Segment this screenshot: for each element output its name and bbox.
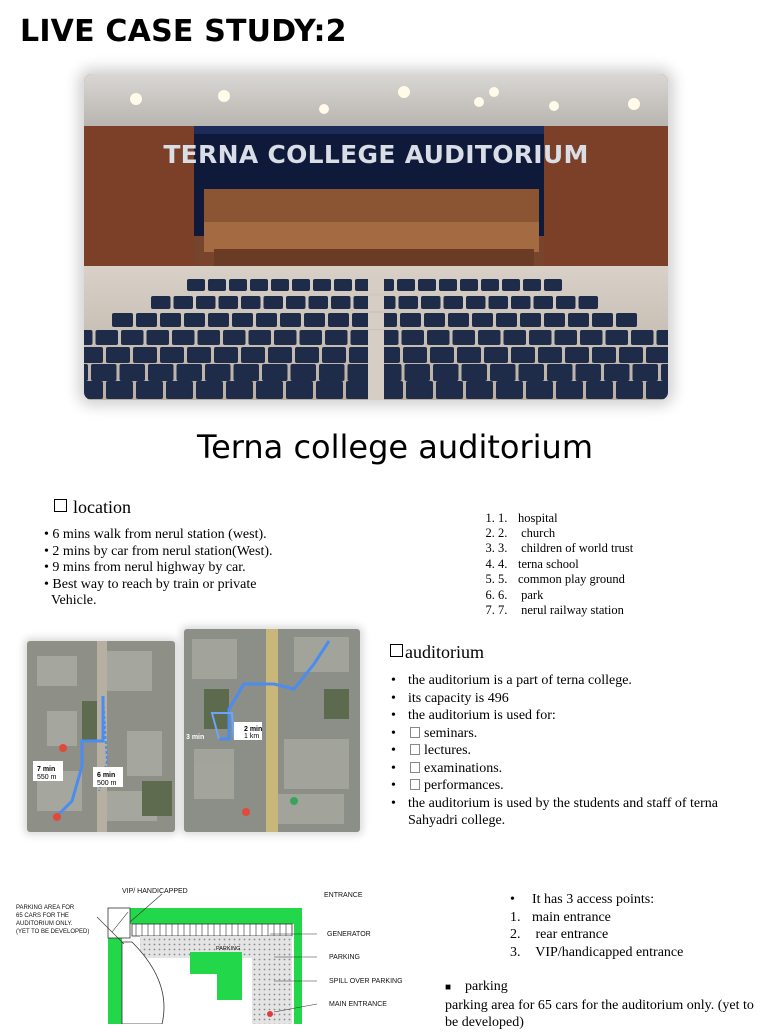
list-item: 7. 7. nerul railway station (498, 603, 633, 618)
list-item: 2. 2. church (498, 526, 633, 541)
checkbox-icon (54, 499, 67, 512)
auditorium-heading (390, 642, 484, 663)
list-item: • its capacity is 496 (391, 690, 509, 706)
drive-distance-label: 1 km (244, 733, 260, 740)
section-heading: Terna college auditorium (197, 428, 593, 466)
list-item: • the auditorium is used by the students and staff of terna Sahyadri college. (391, 795, 719, 828)
walk-distance-label: 550 m (37, 774, 57, 781)
parking-label: PARKING (329, 954, 360, 961)
parking-text: parking area for 65 cars for the auditorium only. (yet to be developed) (445, 997, 754, 1030)
access-intro: • It has 3 access points: (510, 892, 655, 907)
drive-time-label: 2 min (244, 726, 263, 733)
list-item: • the auditorium is used for: (391, 708, 556, 723)
list-item: • 9 mins from nerul highway by car. (44, 560, 246, 575)
square-bullet-icon (410, 762, 420, 773)
list-item: 5. 5. common play ground (498, 572, 633, 587)
list-item: • 2 mins by car from nerul station(West). (44, 543, 273, 559)
list-item: • performances. (391, 778, 504, 793)
parking-note-label: PARKING AREA FOR 65 CARS FOR THE AUDITORIUM ONLY. (YET TO BE DEVELOPED) (16, 905, 90, 935)
walk-time-label: 7 min (37, 766, 56, 773)
checkbox-icon (390, 644, 403, 657)
list-item: • the auditorium is a part of terna college. (391, 673, 632, 688)
location-heading (54, 497, 131, 518)
site-plan (12, 882, 442, 1024)
access-points (510, 891, 683, 961)
spill-over-label: SPILL OVER PARKING (329, 978, 403, 985)
list-item: 1. 1. hospital (498, 511, 633, 526)
square-bullet-icon (410, 779, 420, 790)
location-list (44, 527, 294, 610)
list-item: 3. VIP/handicapped entrance (510, 944, 684, 960)
page-title: LIVE CASE STUDY:2 (20, 14, 347, 49)
list-item: 2. rear entrance (510, 927, 609, 942)
auditorium-list (391, 672, 751, 830)
walk-time-label: 6 min (97, 772, 116, 779)
photo-caption: TERNA COLLEGE AUDITORIUM (163, 140, 589, 169)
walk-time-label: 3 min (186, 734, 205, 741)
generator-label: GENERATOR (327, 931, 371, 938)
main-entrance-label: MAIN ENTRANCE (329, 1001, 387, 1008)
walking-route-map (27, 641, 175, 832)
list-item: • lectures. (391, 743, 472, 758)
entrance-label: ENTRANCE (324, 892, 363, 899)
square-bullet-icon (410, 727, 420, 738)
nearby-list (458, 511, 633, 619)
auditorium-photo (84, 74, 668, 400)
list-item: 4. 4. terna school (498, 557, 633, 572)
driving-route-map (184, 629, 360, 832)
location-heading-text: location (73, 497, 131, 517)
list-item: 6. 6. park (498, 588, 633, 603)
list-item: 3. 3. children of world trust (498, 541, 633, 556)
parking-heading: ■ parking (445, 979, 508, 994)
list-item: • Best way to reach by train or private Vehicle. (44, 576, 257, 608)
vip-label: VIP/ HANDICAPPED (122, 888, 188, 895)
list-item: • examinations. (391, 760, 503, 776)
list-item: • seminars. (391, 725, 478, 741)
list-item: 1. main entrance (510, 909, 611, 925)
walk-distance-label: 500 m (97, 780, 117, 787)
square-bullet-icon (410, 744, 420, 755)
parking-inner-label: PARKING (216, 946, 241, 952)
list-item: • 6 mins walk from nerul station (west). (44, 527, 267, 542)
auditorium-heading-text: auditorium (405, 642, 484, 662)
parking-section (445, 978, 765, 1032)
